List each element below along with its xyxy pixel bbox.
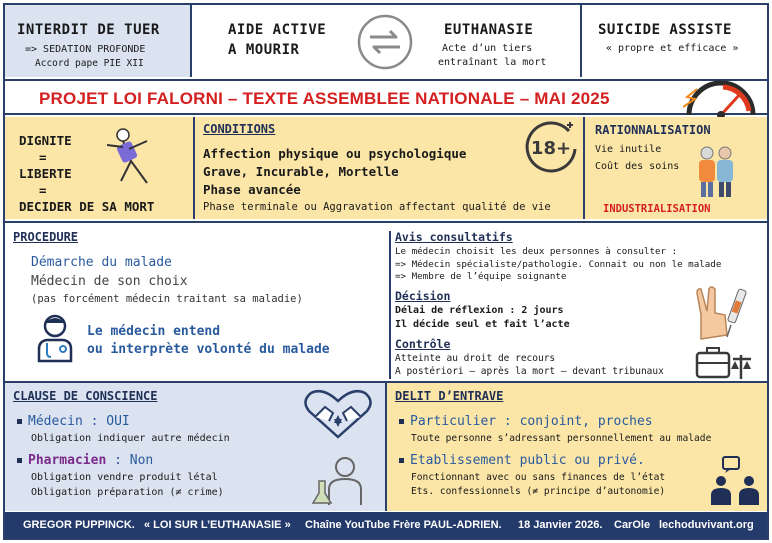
ration-title: RATIONNALISATION: [595, 123, 711, 137]
bullet: [399, 419, 404, 424]
bullet: [399, 458, 404, 463]
procedure-l5: ou interprète volonté du malade: [87, 342, 330, 357]
dignite-l5: DECIDER DE SA MORT: [19, 199, 155, 214]
delit-p2: Etablissement public ou privé.: [410, 453, 645, 468]
clause-med-sub: Obligation indiquer autre médecin: [31, 433, 230, 444]
delit-p1: Particulier : conjoint, proches: [410, 414, 653, 429]
decision-title: Décision: [395, 289, 451, 303]
aide-line2: A MOURIR: [228, 42, 300, 58]
footer-channel: Chaîne YouTube Frère PAUL-ADRIEN.: [305, 519, 502, 531]
rationnalisation-cell: [585, 117, 767, 219]
suicide-line1: « propre et efficace »: [606, 43, 739, 54]
procedure-l4: Le médecin entend: [87, 324, 221, 339]
interdit-line2: Accord pape PIE XII: [35, 58, 144, 69]
discussion-people-icon: [709, 455, 763, 507]
pharmacist-icon: [311, 453, 369, 507]
conditions-title: CONDITIONS: [203, 122, 276, 136]
clause-pharm-label: Pharmacien: [28, 453, 107, 468]
banner-title: PROJET LOI FALORNI – TEXTE ASSEMBLEE NATIONALE – MAI 2025: [39, 89, 610, 108]
age-18-plus-icon: [523, 119, 579, 175]
divider-vertical: [389, 231, 391, 379]
bullet: [17, 458, 22, 463]
aide-active-cell: [192, 5, 582, 77]
clause-pharm-sub1: Obligation vendre produit létal: [31, 472, 218, 483]
delit-p2-sub1: Fonctionnant avec ou sans finances de l’état: [411, 472, 666, 483]
footer-date: 18 Janvier 2026.: [518, 519, 603, 531]
conditions-l3: Phase avancée: [203, 182, 301, 197]
footer-site-link[interactable]: lechoduvivant.org: [659, 519, 754, 531]
delit-p2-sub2: Ets. confessionnels (≠ principe d’autonomie): [411, 486, 666, 497]
delit-p1-row: [399, 414, 653, 429]
clause-med-val: : OUI: [90, 414, 130, 429]
aide-line1: AIDE ACTIVE: [228, 22, 327, 38]
clause-pharm-val: : Non: [114, 453, 154, 468]
avis-l1: Le médecin choisit les deux personnes à consulter :: [395, 246, 678, 257]
controle-l1: Atteinte au droit de recours: [395, 353, 556, 364]
decision-l1: Délai de réflexion : 2 jours: [395, 305, 564, 316]
clause-med-label: Médecin: [28, 414, 83, 429]
delit-title: DELIT D’ENTRAVE: [395, 389, 504, 403]
delit-p1-sub: Toute personne s’adressant personnellement au malade: [411, 433, 712, 444]
bullet: [17, 419, 22, 424]
clause-pharm-row: [17, 453, 153, 468]
procedure-l1: Démarche du malade: [31, 255, 172, 270]
controle-l2: A postériori – après la mort – devant tribunaux: [395, 366, 664, 377]
footer-author: GREGOR PUPPINCK.: [23, 519, 135, 531]
elderly-couple-icon: [693, 143, 739, 199]
clause-conscience-section: [5, 381, 387, 511]
avis-title: Avis consultatifs: [395, 230, 513, 244]
clause-title: CLAUSE DE CONSCIENCE: [13, 389, 158, 403]
footer-title: « LOI SUR L’EUTHANASIE »: [144, 519, 291, 531]
suicide-title: SUICIDE ASSISTE: [598, 22, 732, 38]
dignite-l2: =: [39, 150, 47, 165]
cycle-arrows-icon: [356, 13, 414, 71]
euthanasie-line1: Acte d’un tiers: [442, 43, 533, 54]
suicide-assiste-cell: [582, 5, 767, 77]
ration-l3: INDUSTRIALISATION: [603, 203, 711, 215]
dignite-l4: =: [39, 183, 47, 198]
conditions-l4: Phase terminale ou Aggravation affectant qualité de vie: [203, 201, 551, 213]
ration-l1: Vie inutile: [595, 144, 662, 155]
clause-pharm-sub2: Obligation préparation (≠ crime): [31, 487, 224, 498]
decision-l2: Il décide seul et fait l’acte: [395, 319, 570, 330]
peace-hand-syringe-icon: [693, 285, 753, 341]
hands-heart-icon: [295, 387, 381, 443]
dignite-l3: LIBERTE: [19, 166, 72, 181]
interdit-de-tuer-cell: [5, 5, 192, 77]
doctor-icon: [33, 311, 77, 363]
age-badge-text: 18+: [530, 138, 572, 159]
speedometer-icon: [683, 77, 759, 117]
footer-credit: CarOle: [614, 519, 651, 531]
delit-p2-row: [399, 453, 645, 468]
dignite-cell: [5, 117, 195, 219]
procedure-title: PROCEDURE: [13, 230, 79, 244]
procedure-section: [5, 221, 767, 381]
conditions-l1: Affection physique ou psychologique: [203, 146, 467, 161]
avis-l2: => Médecin spécialiste/pathologie. Connait ou non le malade: [395, 259, 722, 270]
footer-bar: [5, 512, 767, 538]
euthanasie-title: EUTHANASIE: [444, 22, 534, 38]
interdit-line1: => SEDATION PROFONDE: [25, 44, 146, 55]
procedure-l3: (pas forcément médecin traitant sa maladie): [31, 293, 303, 305]
ration-l2: Coût des soins: [595, 161, 680, 172]
procedure-l2: Médecin de son choix: [31, 274, 188, 289]
avis-l3: => Membre de l’équipe soignante: [395, 271, 567, 282]
controle-title: Contrôle: [395, 337, 451, 351]
conditions-l2: Grave, Incurable, Mortelle: [203, 164, 399, 179]
falling-person-icon: [101, 125, 161, 191]
clause-med-row: [17, 414, 130, 429]
euthanasie-line2: entraînant la mort: [438, 57, 547, 68]
conditions-cell: [195, 117, 585, 219]
delit-entrave-section: [387, 381, 767, 511]
banner: [5, 79, 767, 115]
briefcase-scales-icon: [695, 345, 753, 381]
interdit-title: INTERDIT DE TUER: [17, 22, 160, 38]
dignite-l1: DIGNITE: [19, 133, 72, 148]
